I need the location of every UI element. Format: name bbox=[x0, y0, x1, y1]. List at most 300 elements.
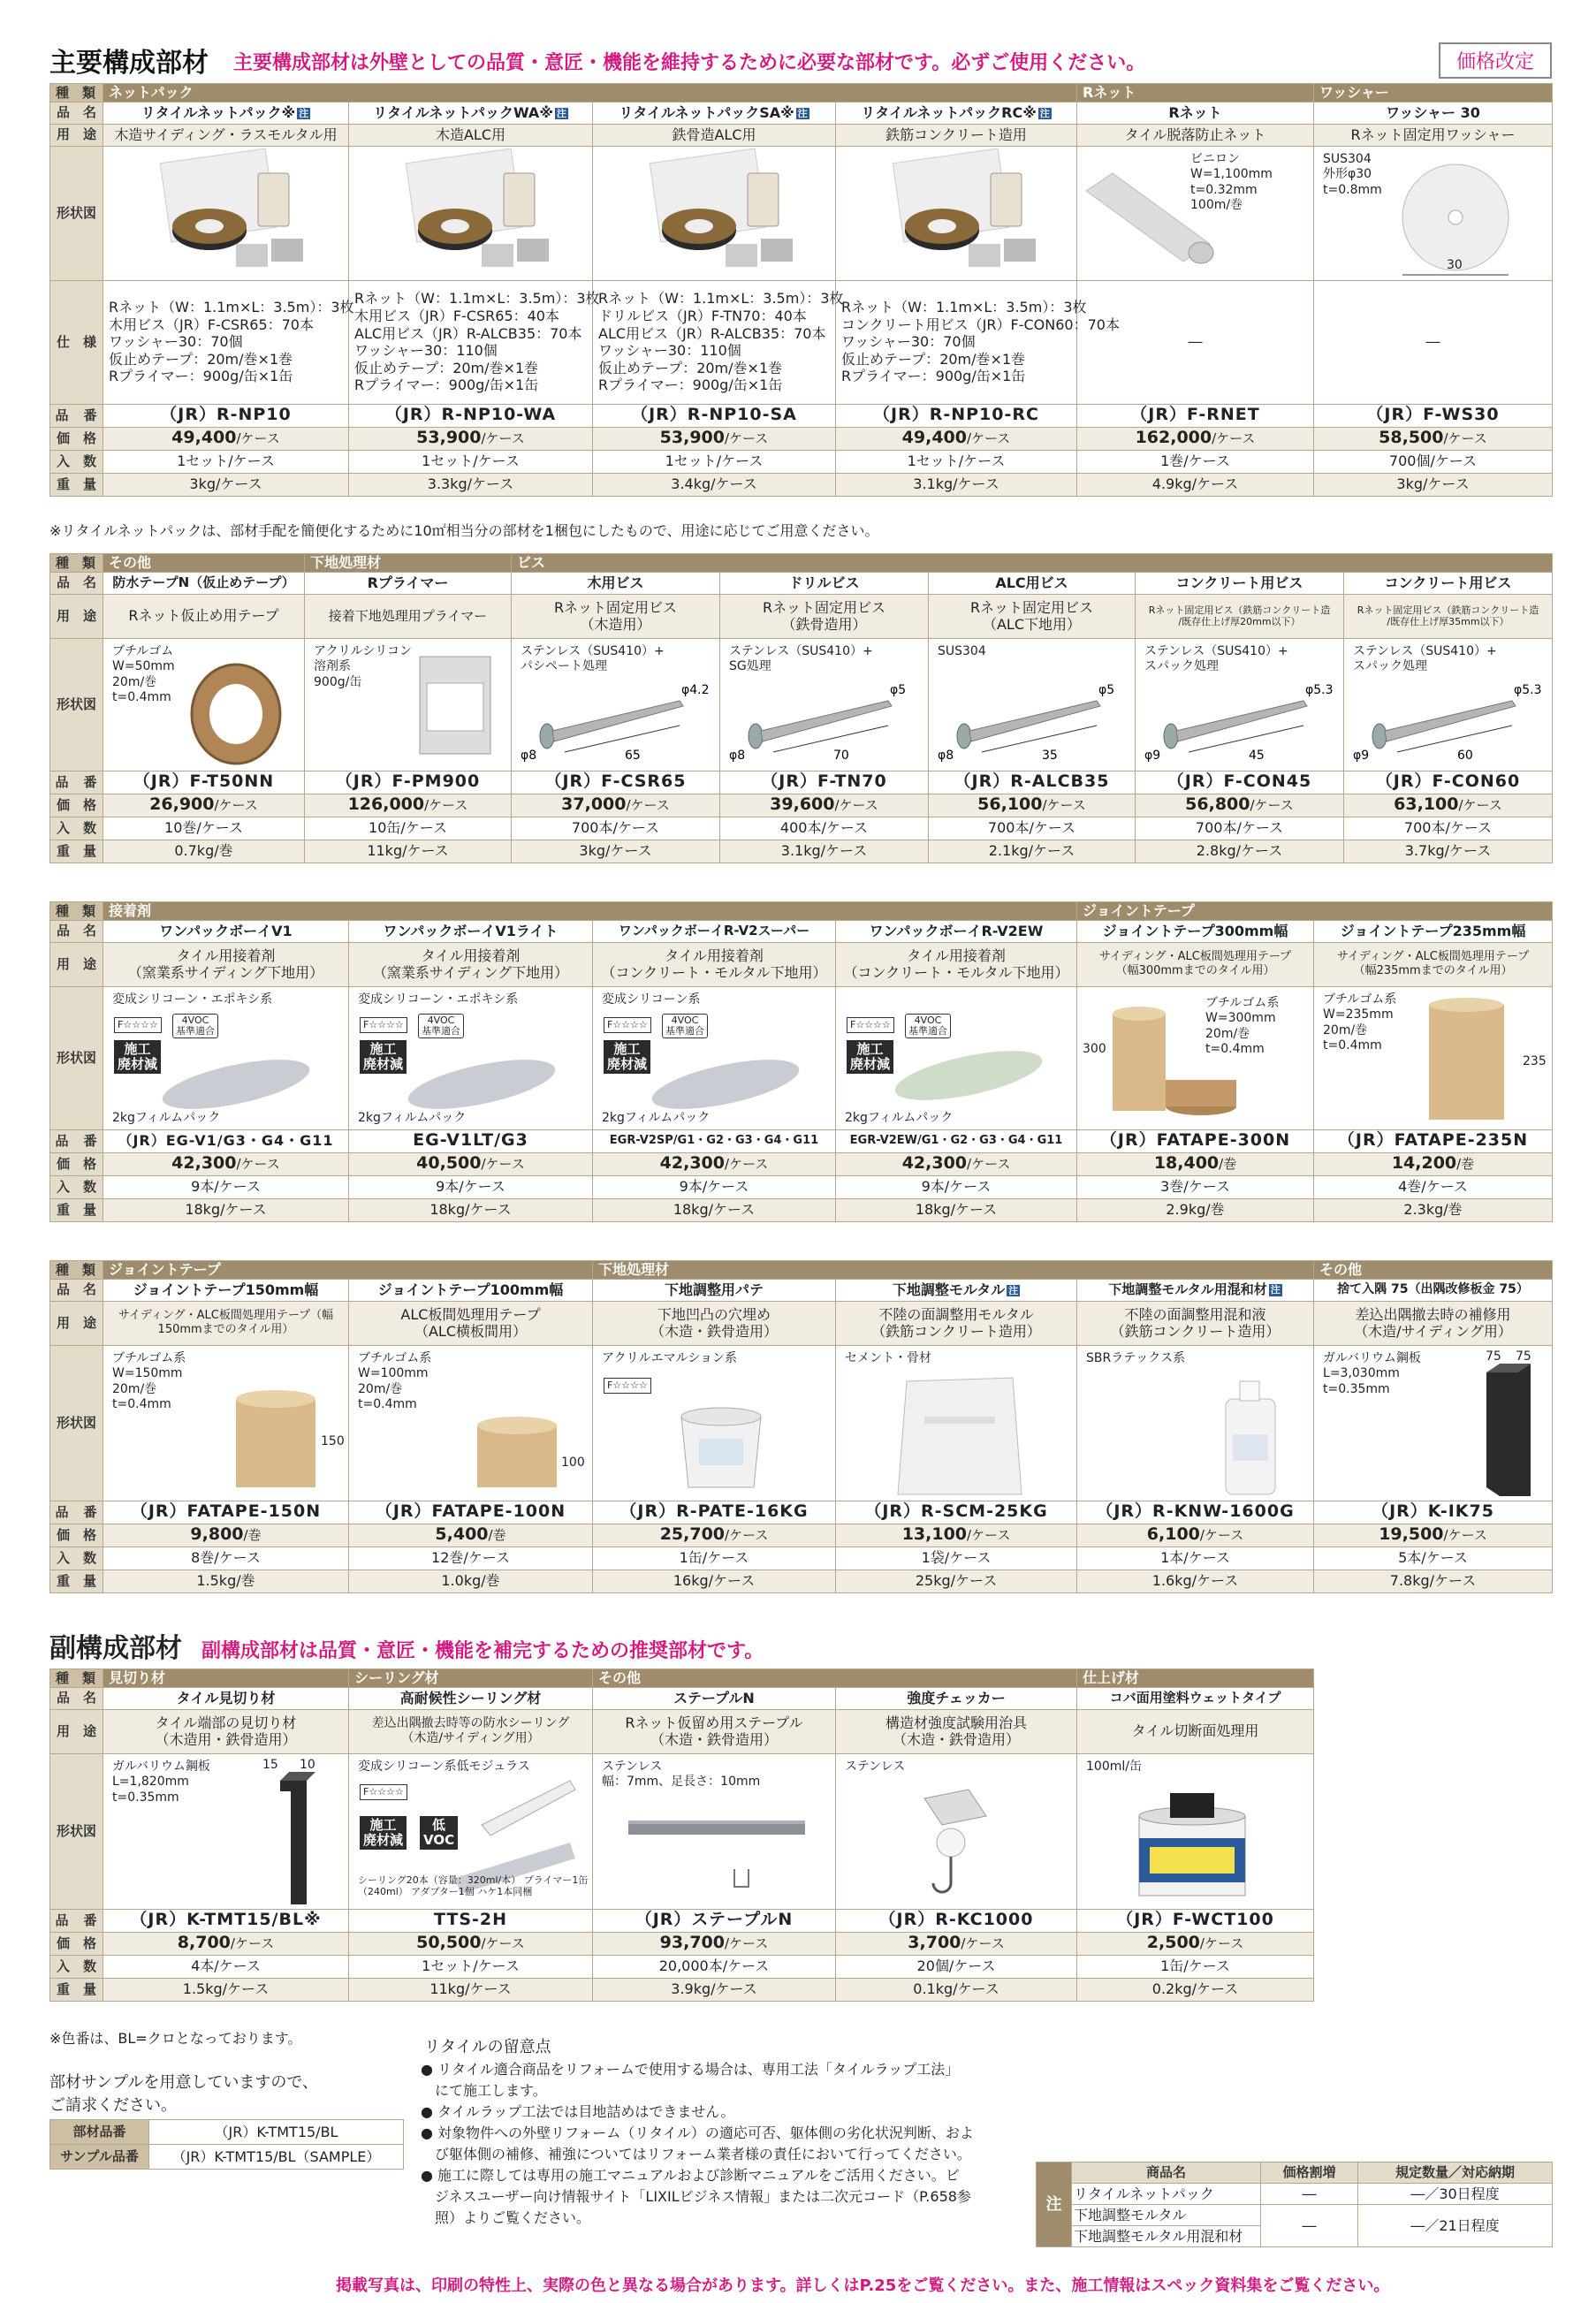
trim-image bbox=[103, 1753, 349, 1909]
group-adhesive: 接着剤 bbox=[103, 902, 1077, 921]
product-price: 93,700/ケース bbox=[593, 1932, 836, 1955]
group-joint-tape: ジョイントテープ bbox=[1077, 902, 1553, 921]
product-name: ワンパックボーイV1ライト bbox=[349, 920, 593, 942]
screw-shaft-dim: φ5 bbox=[890, 682, 907, 697]
product-weight: 1.6kg/ケース bbox=[1077, 1570, 1314, 1592]
corner-flashing-image bbox=[1314, 1345, 1553, 1501]
product-weight: 18kg/ケース bbox=[836, 1198, 1077, 1221]
product-price: 58,500/ケース bbox=[1314, 427, 1553, 450]
product-qty: 700本/ケース bbox=[929, 817, 1136, 840]
washer-image bbox=[1314, 146, 1553, 280]
tape-dim: 100 bbox=[561, 1455, 585, 1470]
product-price: 13,100/ケース bbox=[836, 1524, 1077, 1547]
product-name: 防水テープN（仮止めテープ） bbox=[103, 572, 305, 594]
screw-shaft-dim: φ4.2 bbox=[681, 682, 710, 697]
tape-roll-image bbox=[349, 1345, 593, 1501]
adhesive-pack-image bbox=[836, 986, 1077, 1129]
product-weight: 16kg/ケース bbox=[593, 1570, 836, 1592]
chu-table-cell: 下地調整モルタル用混和材 bbox=[1072, 2226, 1261, 2247]
fstar-mark: F☆☆☆☆ bbox=[604, 1378, 651, 1394]
product-weight: 3kg/ケース bbox=[103, 473, 349, 496]
admixture-caption: SBRラテックス系 bbox=[1086, 1350, 1186, 1365]
product-use: Rネット固定用ビス （鉄骨造用） bbox=[720, 594, 929, 638]
tape-roll-image bbox=[103, 1345, 349, 1501]
product-price: 2,500/ケース bbox=[1077, 1932, 1314, 1955]
fstar-mark: F☆☆☆☆ bbox=[360, 1017, 407, 1033]
putty-caption: アクリルエマルション系 bbox=[602, 1350, 737, 1365]
product-code: （JR）F-WCT100 bbox=[1077, 1909, 1314, 1932]
film-pack-label: 2kgフィルムパック bbox=[845, 1110, 954, 1125]
screw-image bbox=[1136, 638, 1344, 771]
tape-roll-image bbox=[1077, 986, 1314, 1129]
product-name: 高耐候性シーリング材 bbox=[349, 1687, 593, 1709]
product-qty: 4巻/ケース bbox=[1314, 1175, 1553, 1198]
table-main-netpack bbox=[49, 83, 1553, 497]
screw-length-dim: 65 bbox=[625, 748, 641, 763]
product-weight: 18kg/ケース bbox=[349, 1198, 593, 1221]
product-price: 9,800/巻 bbox=[103, 1524, 349, 1547]
product-weight: 3kg/ケース bbox=[1314, 473, 1553, 496]
product-code: （JR）R-PATE-16KG bbox=[593, 1501, 836, 1524]
sub-section-title: 副構成部材 副構成部材は品質・意匠・機能を補完するための推奨部材です。 bbox=[49, 1633, 764, 1664]
product-name: コンクリート用ビス bbox=[1136, 572, 1344, 594]
kind-label: 種 類 bbox=[50, 902, 103, 921]
product-name: 強度チェッカー bbox=[836, 1687, 1077, 1709]
product-weight: 3.1kg/ケース bbox=[836, 473, 1077, 496]
product-name: コンクリート用ビス bbox=[1344, 572, 1553, 594]
page-lead: 主要構成部材は外壁としての品質・意匠・機能を維持するために必要な部材です。必ずご使用ください。 bbox=[233, 52, 1146, 74]
product-code: （JR）R-NP10 bbox=[103, 404, 349, 427]
waste-reduction-mark: 施工 廃材減 bbox=[114, 1040, 161, 1074]
qty-label: 入 数 bbox=[50, 1175, 103, 1198]
group-netpack: ネットパック bbox=[103, 84, 1077, 103]
weight-label: 重 量 bbox=[50, 1198, 103, 1221]
product-name: ジョイントテープ100mm幅 bbox=[349, 1279, 593, 1301]
product-price: 42,300/ケース bbox=[103, 1152, 349, 1175]
tape-dim: 150 bbox=[321, 1433, 345, 1448]
screw-caption: ステンレス（SUS410）+ パシペート処理 bbox=[521, 643, 665, 674]
group-finish: 仕上げ材 bbox=[1077, 1669, 1314, 1688]
netpack-image bbox=[836, 146, 1077, 280]
adhesive-caption: 変成シリコーン・エポキシ系 bbox=[358, 992, 519, 1007]
tape-dim: 235 bbox=[1523, 1053, 1547, 1068]
product-price: 26,900/ケース bbox=[103, 794, 305, 817]
film-pack-label: 2kgフィルムパック bbox=[358, 1110, 467, 1125]
waste-reduction-mark: 施工 廃材減 bbox=[604, 1040, 650, 1074]
product-weight: 0.7kg/巻 bbox=[103, 840, 305, 863]
product-code: （JR）K-TMT15/BL※ bbox=[103, 1909, 349, 1932]
product-price: 14,200/巻 bbox=[1314, 1152, 1553, 1175]
product-use: 不陸の面調整用混和液 （鉄筋コンクリート造用） bbox=[1077, 1301, 1314, 1345]
kind-label: 種 類 bbox=[50, 1669, 103, 1688]
product-qty: 20個/ケース bbox=[836, 1955, 1077, 1978]
product-weight: 18kg/ケース bbox=[103, 1198, 349, 1221]
shape-label: 形状図 bbox=[50, 638, 103, 771]
product-qty: 1セット/ケース bbox=[349, 450, 593, 473]
product-use: 接着下地処理用プライマー bbox=[305, 594, 512, 638]
weight-label: 重 量 bbox=[50, 473, 103, 496]
chu-table-head: 価格割増 bbox=[1261, 2162, 1358, 2184]
product-use: 下地凹凸の穴埋め （木造・鉄骨造用） bbox=[593, 1301, 836, 1345]
trim-caption: ガルバリウム鋼板 L=1,820mm t=0.35mm bbox=[112, 1759, 210, 1805]
product-name: ワンパックボーイV1 bbox=[103, 920, 349, 942]
adhesive-pack-image bbox=[349, 986, 593, 1129]
product-name: リタイルネットパックWA※ 注 bbox=[349, 102, 593, 124]
adhesive-caption: 変成シリコーン系 bbox=[602, 992, 701, 1007]
product-qty: 700本/ケース bbox=[1344, 817, 1553, 840]
spec-label: 仕 様 bbox=[50, 280, 103, 404]
product-code: EGR-V2SP/G1・G2・G3・G4・G11 bbox=[593, 1129, 836, 1152]
price-revision-badge: 価格改定 bbox=[1439, 42, 1552, 79]
name-label: 品 名 bbox=[50, 920, 103, 942]
price-label: 価 格 bbox=[50, 427, 103, 450]
product-code: （JR）ステープルN bbox=[593, 1909, 836, 1932]
netpack-image bbox=[103, 146, 349, 280]
group-rnet: Rネット bbox=[1077, 84, 1314, 103]
product-name: 下地調整用パテ bbox=[593, 1279, 836, 1301]
table-sub-materials bbox=[49, 1668, 1314, 2002]
product-use: タイル用接着剤 （コンクリート・モルタル下地用） bbox=[593, 942, 836, 986]
price-label: 価 格 bbox=[50, 794, 103, 817]
product-code: （JR）EG-V1/G3・G4・G11 bbox=[103, 1129, 349, 1152]
color-note: ※色番は、BL=クロとなっております。 bbox=[49, 2030, 302, 2047]
product-price: 42,300/ケース bbox=[593, 1152, 836, 1175]
waste-reduction-mark: 施工 廃材減 bbox=[847, 1040, 893, 1074]
product-qty: 20,000本/ケース bbox=[593, 1955, 836, 1978]
product-use: タイル用接着剤 （窯業系サイディング下地用） bbox=[349, 942, 593, 986]
voc-mark: 4VOC 基準適合 bbox=[172, 1014, 218, 1038]
group-other: その他 bbox=[593, 1669, 1077, 1688]
product-price: 56,800/ケース bbox=[1136, 794, 1344, 817]
weight-label: 重 量 bbox=[50, 1978, 103, 2001]
product-weight: 3.3kg/ケース bbox=[349, 473, 593, 496]
code-label: 品 番 bbox=[50, 771, 103, 794]
group-substrate: 下地処理材 bbox=[593, 1261, 1314, 1280]
product-price: 56,100/ケース bbox=[929, 794, 1136, 817]
product-use: タイル用接着剤 （コンクリート・モルタル下地用） bbox=[836, 942, 1077, 986]
chu-table-cell: ― bbox=[1261, 2184, 1358, 2205]
use-label: 用 途 bbox=[50, 124, 103, 146]
product-code: （JR）R-KNW-1600G bbox=[1077, 1501, 1314, 1524]
product-weight: 3.7kg/ケース bbox=[1344, 840, 1553, 863]
retile-note-line: ● タイルラップ工法では目地詰めはできません。 bbox=[421, 2103, 735, 2120]
product-qty: 8巻/ケース bbox=[103, 1547, 349, 1570]
coating-caption: 100ml/缶 bbox=[1086, 1759, 1142, 1774]
product-price: 37,000/ケース bbox=[512, 794, 720, 817]
screw-caption: ステンレス（SUS410）+ スパック処理 bbox=[1144, 643, 1288, 674]
product-code: （JR）K-IK75 bbox=[1314, 1501, 1553, 1524]
product-code: （JR）R-KC1000 bbox=[836, 1909, 1077, 1932]
screw-shaft-dim: φ5 bbox=[1098, 682, 1115, 697]
product-price: 19,500/ケース bbox=[1314, 1524, 1553, 1547]
voc-mark: 4VOC 基準適合 bbox=[662, 1014, 708, 1038]
retile-note-line: にて施工します。 bbox=[421, 2082, 547, 2099]
product-name: コバ面用塗料ウェットタイプ bbox=[1077, 1687, 1314, 1709]
product-name: ワンパックボーイR-V2スーパー bbox=[593, 920, 836, 942]
staple-caption: ステンレス 幅：7mm、足長さ：10mm bbox=[602, 1759, 761, 1790]
product-use: タイル脱落防止ネット bbox=[1077, 124, 1314, 146]
voc-mark: 4VOC 基準適合 bbox=[905, 1014, 951, 1038]
waste-reduction-mark: 施工 廃材減 bbox=[360, 1816, 407, 1850]
product-weight: 2.9kg/巻 bbox=[1077, 1198, 1314, 1221]
product-use: 木造サイディング・ラスモルタル用 bbox=[103, 124, 349, 146]
use-label: 用 途 bbox=[50, 1301, 103, 1345]
retile-note-line: ジネスユーザー向け情報サイト「LIXILビジネス情報」または二次元コード（P.658参 bbox=[421, 2188, 971, 2205]
washer-dim: 30 bbox=[1447, 257, 1463, 272]
checker-caption: ステンレス bbox=[845, 1759, 906, 1774]
tape-caption: ブチルゴム W=50mm 20m/巻 t=0.4mm bbox=[112, 643, 175, 705]
primer-can-image bbox=[305, 638, 512, 771]
product-price: 162,000/ケース bbox=[1077, 427, 1314, 450]
product-qty: 1本/ケース bbox=[1077, 1547, 1314, 1570]
admixture-bottle-image bbox=[1077, 1345, 1314, 1501]
use-label: 用 途 bbox=[50, 594, 103, 638]
putty-bucket-image bbox=[593, 1345, 836, 1501]
product-qty: 400本/ケース bbox=[720, 817, 929, 840]
product-weight: 2.3kg/巻 bbox=[1314, 1198, 1553, 1221]
product-qty: 700本/ケース bbox=[1136, 817, 1344, 840]
product-spec: ― bbox=[1314, 280, 1553, 404]
code-label: 品 番 bbox=[50, 404, 103, 427]
product-code: （JR）FATAPE-235N bbox=[1314, 1129, 1553, 1152]
fstar-mark: F☆☆☆☆ bbox=[360, 1784, 407, 1800]
product-code: （JR）F-RNET bbox=[1077, 404, 1314, 427]
film-pack-label: 2kgフィルムパック bbox=[602, 1110, 711, 1125]
product-price: 49,400/ケース bbox=[103, 427, 349, 450]
qty-label: 入 数 bbox=[50, 1955, 103, 1978]
product-price: 53,900/ケース bbox=[349, 427, 593, 450]
product-weight: 1.5kg/ケース bbox=[103, 1978, 349, 2001]
product-use: 不陸の面調整用モルタル （鉄筋コンクリート造用） bbox=[836, 1301, 1077, 1345]
screw-image bbox=[512, 638, 720, 771]
mortar-caption: セメント・骨材 bbox=[845, 1350, 932, 1365]
product-qty: 5本/ケース bbox=[1314, 1547, 1553, 1570]
product-code: EGR-V2EW/G1・G2・G3・G4・G11 bbox=[836, 1129, 1077, 1152]
product-spec: Rネット（W：1.1m×L：3.5m）：3枚 木用ビス（JR）F-CSR65：70本 ワッシャー30：70個 仮止めテープ：20m/巻×1巻 Rプライマー：900g/缶×1缶 bbox=[103, 280, 349, 404]
product-price: 8,700/ケース bbox=[103, 1932, 349, 1955]
staple-image bbox=[593, 1753, 836, 1909]
adhesive-pack-image bbox=[593, 986, 836, 1129]
use-label: 用 途 bbox=[50, 1709, 103, 1753]
product-weight: 18kg/ケース bbox=[593, 1198, 836, 1221]
name-label: 品 名 bbox=[50, 102, 103, 124]
product-spec: Rネット（W：1.1m×L：3.5m）：3枚 コンクリート用ビス（JR）F-CON60：70本 ワッシャー30：70個 仮止めテープ：20m/巻×1巻 Rプライマー：900g/缶×1缶 bbox=[836, 280, 1077, 404]
price-label: 価 格 bbox=[50, 1524, 103, 1547]
product-qty: 700個/ケース bbox=[1314, 450, 1553, 473]
sample-note: ご請求ください。 bbox=[49, 2096, 177, 2115]
page-header bbox=[49, 39, 1552, 83]
product-name: リタイルネットパックSA※ 注 bbox=[593, 102, 836, 124]
screw-head-dim: φ9 bbox=[1353, 748, 1370, 763]
product-code: （JR）F-T50NN bbox=[103, 771, 305, 794]
screw-shaft-dim: φ5.3 bbox=[1514, 682, 1542, 697]
product-code: （JR）F-TN70 bbox=[720, 771, 929, 794]
product-price: 50,500/ケース bbox=[349, 1932, 593, 1955]
product-price: 39,600/ケース bbox=[720, 794, 929, 817]
product-name: 捨て入隅 75（出隅改修板金 75） bbox=[1314, 1279, 1553, 1301]
product-use: 差込出隅撤去時の補修用 （木造/サイディング用） bbox=[1314, 1301, 1553, 1345]
kind-label: 種 類 bbox=[50, 84, 103, 103]
product-qty: 10巻/ケース bbox=[103, 817, 305, 840]
retile-notes bbox=[421, 2059, 1039, 2229]
flashing-dim: 75 bbox=[1486, 1349, 1501, 1364]
product-weight: 1.5kg/巻 bbox=[103, 1570, 349, 1592]
product-price: 63,100/ケース bbox=[1344, 794, 1553, 817]
product-qty: 12巻/ケース bbox=[349, 1547, 593, 1570]
adhesive-caption: 変成シリコーン・エポキシ系 bbox=[112, 992, 273, 1007]
sample-row-label: 部材品番 bbox=[50, 2120, 149, 2145]
product-use: 鉄筋コンクリート造用 bbox=[836, 124, 1077, 146]
product-qty: 1袋/ケース bbox=[836, 1547, 1077, 1570]
product-use: タイル切断面処理用 bbox=[1077, 1709, 1314, 1753]
screw-caption: ステンレス（SUS410）+ スパック処理 bbox=[1353, 643, 1497, 674]
product-qty: 1セット/ケース bbox=[103, 450, 349, 473]
screw-image bbox=[720, 638, 929, 771]
product-name: タイル見切り材 bbox=[103, 1687, 349, 1709]
product-qty: 4本/ケース bbox=[103, 1955, 349, 1978]
product-weight: 11kg/ケース bbox=[349, 1978, 593, 2001]
netpack-image bbox=[349, 146, 593, 280]
netpack-image bbox=[593, 146, 836, 280]
shape-label: 形状図 bbox=[50, 986, 103, 1129]
product-weight: 3kg/ケース bbox=[512, 840, 720, 863]
product-weight: 25kg/ケース bbox=[836, 1570, 1077, 1592]
use-label: 用 途 bbox=[50, 942, 103, 986]
product-weight: 0.1kg/ケース bbox=[836, 1978, 1077, 2001]
product-name: ジョイントテープ150mm幅 bbox=[103, 1279, 349, 1301]
code-label: 品 番 bbox=[50, 1129, 103, 1152]
product-qty: 1セット/ケース bbox=[836, 450, 1077, 473]
product-name: ドリルビス bbox=[720, 572, 929, 594]
product-name: Rプライマー bbox=[305, 572, 512, 594]
group-trim: 見切り材 bbox=[103, 1669, 349, 1688]
product-qty: 700本/ケース bbox=[512, 817, 720, 840]
product-code: （JR）R-NP10-SA bbox=[593, 404, 836, 427]
product-use: Rネット固定用ビス（鉄筋コンクリート造 /既存仕上げ厚35mm以下） bbox=[1344, 594, 1553, 638]
retile-note-line: び躯体側の補修、補強についてはリフォーム業者様の責任において行ってください。 bbox=[421, 2146, 971, 2162]
code-label: 品 番 bbox=[50, 1909, 103, 1932]
product-qty: 1巻/ケース bbox=[1077, 450, 1314, 473]
tape-caption: ブチルゴム系 W=150mm 20m/巻 t=0.4mm bbox=[112, 1350, 186, 1412]
screw-image bbox=[1344, 638, 1553, 771]
product-price: 3,700/ケース bbox=[836, 1932, 1077, 1955]
footer-note: 掲載写真は、印刷の特性上、実際の色と異なる場合があります。詳しくはP.25をご覧ください。また、施工情報はスペック資料集をご覧ください。 bbox=[336, 2276, 1390, 2295]
sample-row-value: （JR）K-TMT15/BL（SAMPLE） bbox=[149, 2145, 404, 2170]
chu-table bbox=[1036, 2162, 1553, 2247]
trim-dim: 15 bbox=[262, 1757, 278, 1772]
product-code: （JR）FATAPE-100N bbox=[349, 1501, 593, 1524]
tape-dim: 300 bbox=[1083, 1041, 1106, 1056]
product-weight: 3.9kg/ケース bbox=[593, 1978, 836, 2001]
screw-image bbox=[929, 638, 1136, 771]
product-use: Rネット固定用ビス（鉄筋コンクリート造 /既存仕上げ厚20mm以下） bbox=[1136, 594, 1344, 638]
screw-head-dim: φ8 bbox=[938, 748, 954, 763]
product-code: （JR）FATAPE-300N bbox=[1077, 1129, 1314, 1152]
product-name: ステープルN bbox=[593, 1687, 836, 1709]
chu-table-cell: ―／30日程度 bbox=[1358, 2184, 1553, 2205]
product-spec: Rネット（W：1.1m×L：3.5m）：3枚 ドリルビス（JR）F-TN70：40本 ALC用ビス（JR）R-ALCB35：70本 ワッシャー30：110個 仮止めテープ：20m/巻×1巻 Rプライマー：900g/缶×1缶 bbox=[593, 280, 836, 404]
product-price: 6,100/ケース bbox=[1077, 1524, 1314, 1547]
product-qty: 1セット/ケース bbox=[349, 1955, 593, 1978]
trim-dim: 10 bbox=[300, 1757, 315, 1772]
product-use: 差込出隅撤去時等の防水シーリング （木造/サイディング用） bbox=[349, 1709, 593, 1753]
product-name: リタイルネットパック※ 注 bbox=[103, 102, 349, 124]
product-code: （JR）R-NP10-RC bbox=[836, 404, 1077, 427]
product-code: （JR）FATAPE-150N bbox=[103, 1501, 349, 1524]
chu-table-head: 商品名 bbox=[1072, 2162, 1261, 2184]
product-name: Rネット bbox=[1077, 102, 1314, 124]
checker-image bbox=[836, 1753, 1077, 1909]
tape-image bbox=[103, 638, 305, 771]
waste-reduction-mark: 施工 廃材減 bbox=[360, 1040, 407, 1074]
price-label: 価 格 bbox=[50, 1932, 103, 1955]
sample-row-value: （JR）K-TMT15/BL bbox=[149, 2120, 404, 2145]
product-use: タイル端部の見切り材 （木造用・鉄骨造用） bbox=[103, 1709, 349, 1753]
name-label: 品 名 bbox=[50, 1687, 103, 1709]
product-code: （JR）R-NP10-WA bbox=[349, 404, 593, 427]
product-weight: 4.9kg/ケース bbox=[1077, 473, 1314, 496]
sealant-set-note: シーリング20本（容量：320ml/本） プライマー1缶 （240ml） アダプター1個 ハケ1本同梱 bbox=[358, 1874, 589, 1898]
product-qty: 9本/ケース bbox=[593, 1175, 836, 1198]
product-weight: 3.1kg/ケース bbox=[720, 840, 929, 863]
product-weight: 1.0kg/巻 bbox=[349, 1570, 593, 1592]
group-primer: 下地処理材 bbox=[305, 554, 512, 573]
product-use: 構造材強度試験用治具 （木造・鉄骨造用） bbox=[836, 1709, 1077, 1753]
adhesive-pack-image bbox=[103, 986, 349, 1129]
product-code: TTS-2H bbox=[349, 1909, 593, 1932]
product-weight: 2.8kg/ケース bbox=[1136, 840, 1344, 863]
table-other-screws bbox=[49, 553, 1553, 863]
retile-note-line: ● 施工に際しては専用の施工マニュアルおよび診断マニュアルをご活用ください。ビ bbox=[421, 2167, 960, 2184]
product-price: 42,300/ケース bbox=[836, 1152, 1077, 1175]
product-price: 18,400/巻 bbox=[1077, 1152, 1314, 1175]
tape-caption: ブチルゴム系 W=235mm 20m/巻 t=0.4mm bbox=[1323, 992, 1397, 1053]
name-label: 品 名 bbox=[50, 572, 103, 594]
product-code: （JR）F-CON45 bbox=[1136, 771, 1344, 794]
product-price: 25,700/ケース bbox=[593, 1524, 836, 1547]
screw-head-dim: φ8 bbox=[729, 748, 746, 763]
product-weight: 7.8kg/ケース bbox=[1314, 1570, 1553, 1592]
fstar-mark: F☆☆☆☆ bbox=[114, 1017, 162, 1033]
product-use: 鉄骨造ALC用 bbox=[593, 124, 836, 146]
name-label: 品 名 bbox=[50, 1279, 103, 1301]
product-qty: 1缶/ケース bbox=[1077, 1955, 1314, 1978]
product-qty: 1缶/ケース bbox=[593, 1547, 836, 1570]
screw-head-dim: φ8 bbox=[521, 748, 537, 763]
chu-table-cell: 下地調整モルタル bbox=[1072, 2205, 1261, 2226]
product-use: 木造ALC用 bbox=[349, 124, 593, 146]
product-name: ワッシャー 30 bbox=[1314, 102, 1553, 124]
group-washer: ワッシャー bbox=[1314, 84, 1553, 103]
sub-section-lead: 副構成部材は品質・意匠・機能を補完するための推奨部材です。 bbox=[201, 1640, 764, 1662]
group-screws: ビス bbox=[512, 554, 1553, 573]
product-qty: 3巻/ケース bbox=[1077, 1175, 1314, 1198]
flashing-caption: ガルバリウム鋼板 L=3,030mm t=0.35mm bbox=[1323, 1350, 1421, 1396]
product-weight: 2.1kg/ケース bbox=[929, 840, 1136, 863]
product-code: （JR）F-WS30 bbox=[1314, 404, 1553, 427]
screw-caption: SUS304 bbox=[938, 643, 986, 658]
weight-label: 重 量 bbox=[50, 840, 103, 863]
product-price: 126,000/ケース bbox=[305, 794, 512, 817]
product-weight: 11kg/ケース bbox=[305, 840, 512, 863]
shape-label: 形状図 bbox=[50, 1753, 103, 1909]
kind-label: 種 類 bbox=[50, 554, 103, 573]
code-label: 品 番 bbox=[50, 1501, 103, 1524]
voc-mark: 4VOC 基準適合 bbox=[418, 1014, 464, 1038]
film-pack-label: 2kgフィルムパック bbox=[112, 1110, 221, 1125]
group-other: その他 bbox=[103, 554, 305, 573]
product-name: 下地調整モルタル用混和材 注 bbox=[1077, 1279, 1314, 1301]
